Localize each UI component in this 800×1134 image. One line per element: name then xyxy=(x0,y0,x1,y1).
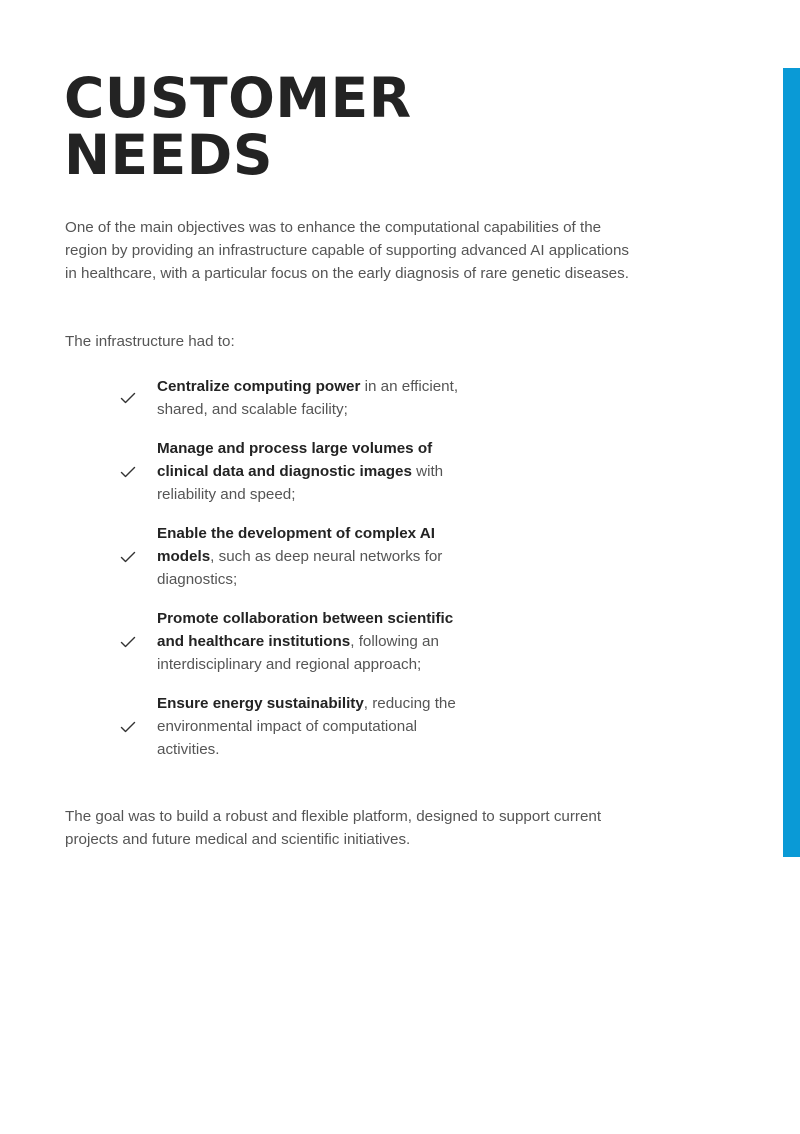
checklist-item xyxy=(120,607,480,676)
intro-paragraph: One of the main objectives was to enhance the computational capabilities of the region by providing an infrastructure capable of supporting advanced AI applications in healthcare, with a particular focus on the early diagnosis of rare genetic diseases. xyxy=(65,219,629,282)
check-icon xyxy=(120,466,157,478)
title-line-1: CUSTOMER xyxy=(64,66,412,130)
checklist-item-text xyxy=(157,522,477,591)
page-title xyxy=(64,66,412,187)
accent-bar xyxy=(783,68,800,857)
goal-paragraph: The goal was to build a robust and flexible platform, designed to support current projects and future medical and scientific initiatives. xyxy=(65,808,602,848)
checklist-item-rest: , reducing the environmental impact of computational activities. xyxy=(157,695,456,758)
checklist-item-bold: Enable the development of complex AI models xyxy=(157,525,435,565)
checklist-item xyxy=(120,375,480,421)
checklist-item-text xyxy=(157,375,477,421)
checklist-item-bold: Ensure energy sustainability xyxy=(157,695,364,712)
check-icon xyxy=(120,636,157,648)
checklist-item-text xyxy=(157,692,477,761)
checklist-item xyxy=(120,522,480,591)
checklist-item-text xyxy=(157,607,477,676)
requirements-checklist xyxy=(120,375,480,777)
checklist-item-text xyxy=(157,437,477,506)
checklist-item-rest: with reliability and speed; xyxy=(157,463,444,503)
checklist-item-rest: in an efficient, shared, and scalable facility; xyxy=(157,378,459,418)
checklist-item-bold: Promote collaboration between scientific and healthcare institutions xyxy=(157,610,454,650)
checklist-item xyxy=(120,437,480,506)
check-icon xyxy=(120,392,157,404)
checklist-item xyxy=(120,692,480,761)
lead-paragraph: The infrastructure had to: xyxy=(65,333,235,350)
checklist-item-rest: , such as deep neural networks for diagnostics; xyxy=(157,548,443,588)
checklist-item-bold: Centralize computing power xyxy=(157,378,361,395)
checklist-item-rest: , following an interdisciplinary and regional approach; xyxy=(157,633,439,673)
check-icon xyxy=(120,551,157,563)
check-icon xyxy=(120,721,157,733)
title-line-2: NEEDS xyxy=(64,123,273,187)
checklist-item-bold: Manage and process large volumes of clinical data and diagnostic images xyxy=(157,440,433,480)
